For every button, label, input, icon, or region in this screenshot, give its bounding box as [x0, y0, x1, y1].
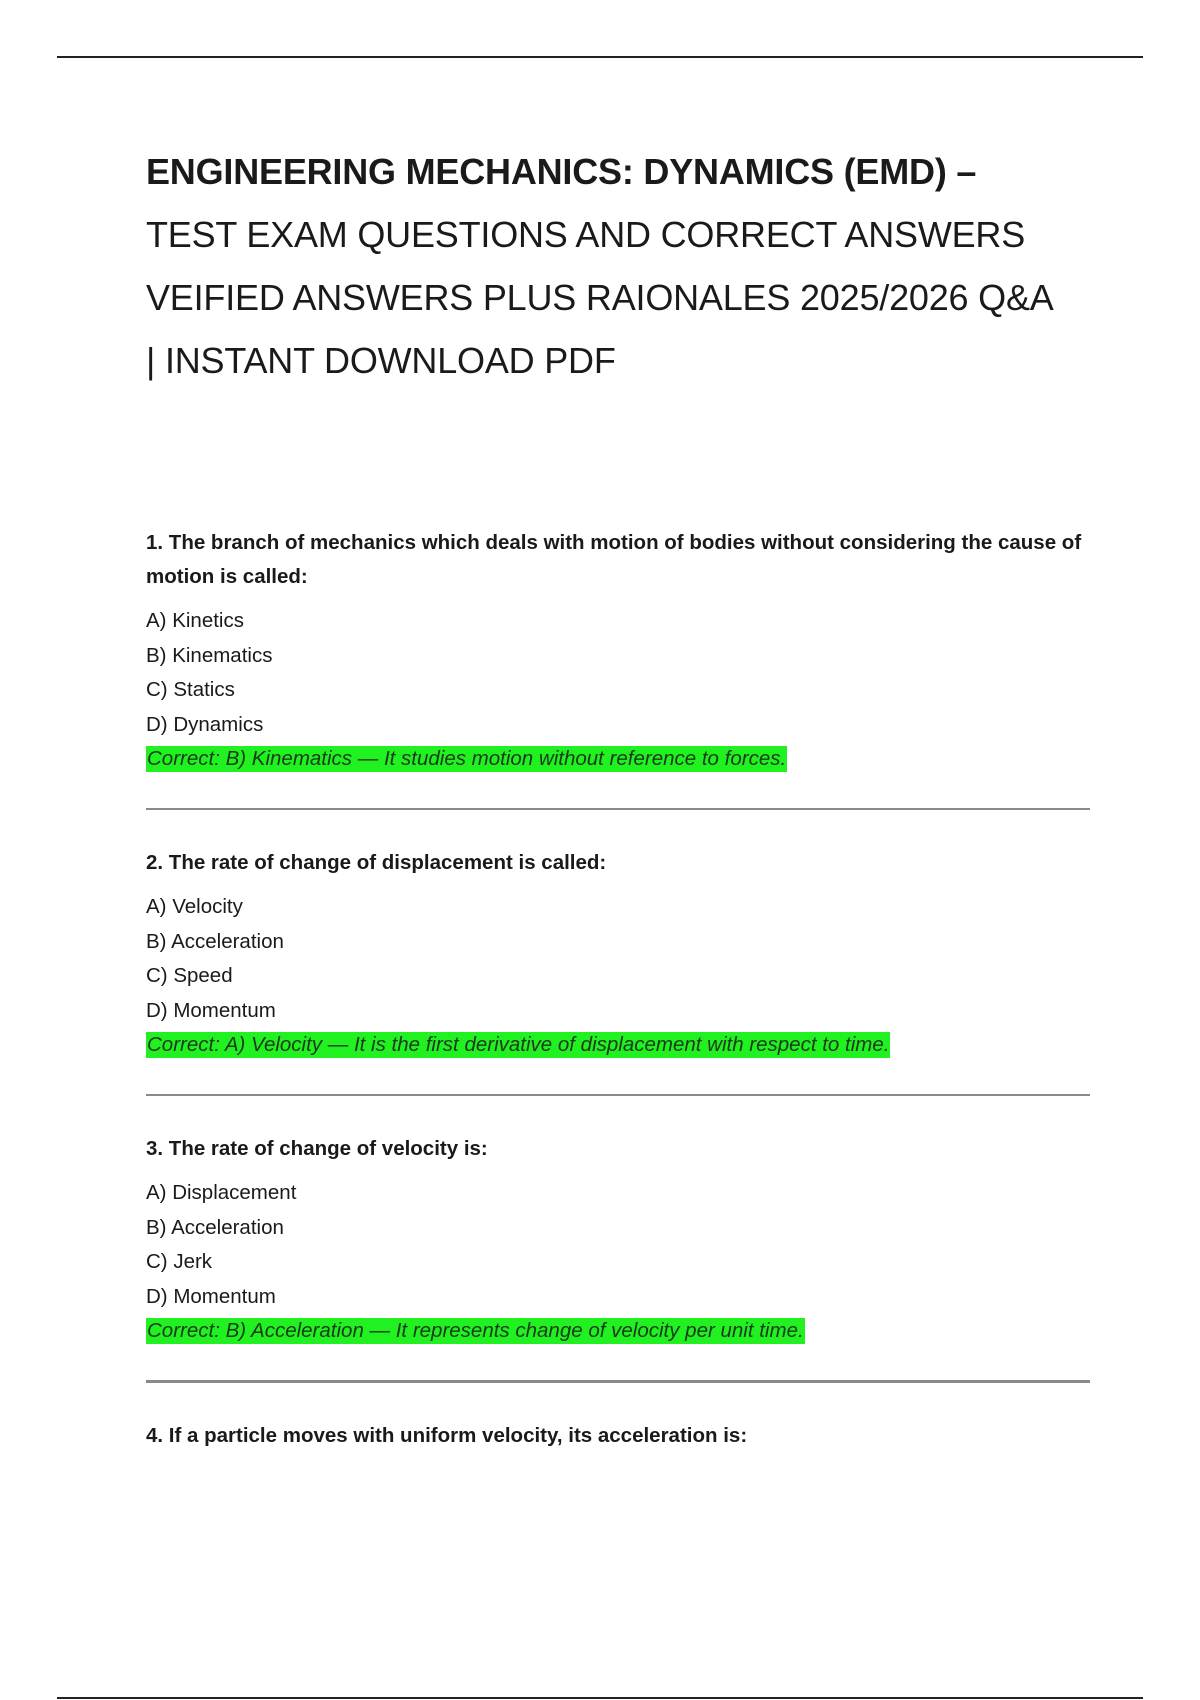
- option-c: C) Jerk: [146, 1250, 213, 1273]
- top-rule: [57, 56, 1143, 58]
- title-line-1: ENGINEERING MECHANICS: DYNAMICS (EMD) –: [146, 151, 977, 192]
- question-divider: [146, 808, 1090, 810]
- question-list: [146, 526, 1090, 1453]
- option-c: C) Statics: [146, 678, 235, 701]
- option-b: B) Acceleration: [146, 1215, 284, 1239]
- option-b: B) Kinematics: [146, 643, 273, 667]
- question-divider: [146, 1380, 1090, 1383]
- question-text: 2. The rate of change of displacement is called:: [146, 851, 607, 874]
- option-a: A) Kinetics: [146, 609, 244, 632]
- question-2: [146, 846, 1090, 1058]
- question-text: 1. The branch of mechanics which deals with motion of bodies without considering the cause of motion is called:: [146, 531, 1082, 588]
- document-body: [146, 140, 1090, 1463]
- question-text: 3. The rate of change of velocity is:: [146, 1137, 488, 1160]
- question-divider: [146, 1094, 1090, 1096]
- correct-answer: Correct: B) Acceleration — It represents change of velocity per unit time.: [147, 1319, 804, 1342]
- option-b: B) Acceleration: [146, 929, 284, 953]
- option-a: A) Displacement: [146, 1181, 297, 1204]
- option-c: C) Speed: [146, 964, 233, 987]
- title-line-3: VEIFIED ANSWERS PLUS RAIONALES 2025/2026 Q&A: [146, 277, 1054, 318]
- question-text: 4. If a particle moves with uniform velocity, its acceleration is:: [146, 1424, 748, 1447]
- document-title: [146, 140, 1090, 392]
- question-1: [146, 526, 1090, 772]
- question-4: [146, 1419, 1090, 1453]
- title-line-4: | INSTANT DOWNLOAD PDF: [146, 340, 616, 381]
- correct-answer: Correct: B) Kinematics — It studies motion without reference to forces.: [147, 747, 787, 770]
- title-line-2: TEST EXAM QUESTIONS AND CORRECT ANSWERS: [146, 214, 1026, 255]
- option-d: D) Momentum: [146, 1284, 276, 1308]
- option-d: D) Dynamics: [146, 712, 264, 736]
- option-a: A) Velocity: [146, 895, 243, 918]
- option-d: D) Momentum: [146, 998, 276, 1022]
- correct-answer: Correct: A) Velocity — It is the first derivative of displacement with respect to time.: [147, 1033, 890, 1056]
- bottom-rule: [57, 1697, 1143, 1699]
- question-3: [146, 1132, 1090, 1344]
